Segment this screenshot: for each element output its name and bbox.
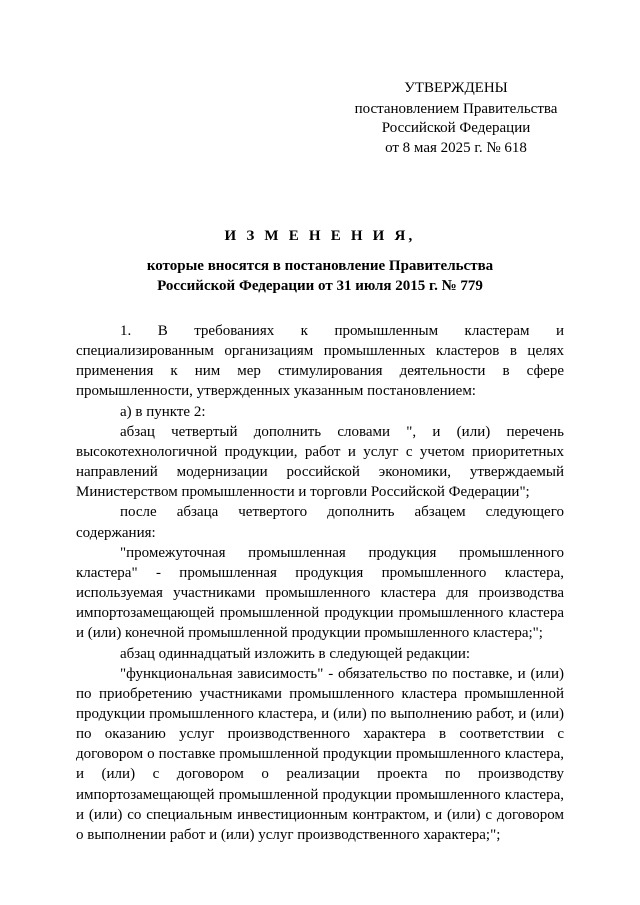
paragraph-5: "промежуточная промышленная продукция промышленного кластера" - промышленная продукция промышленного кластера, используемая участниками промышленного кластера для производства импортозамещающей промышленной продукции промышленного кластера и (или) конечной промышленной продукции промышленного кластера;"; <box>76 544 564 642</box>
document-heading <box>76 226 564 296</box>
subtitle-line-1: которые вносятся в постановление Правительства <box>146 258 494 274</box>
approval-line-3: от 8 мая 2025 г. № 618 <box>385 139 527 156</box>
paragraph-7: "функциональная зависимость" - обязательство по поставке, и (или) по приобретению участниками промышленного кластера промышленной продукции промышленного кластера, и (или) по выполнению работ, и (или) по оказанию услуг производственного характера в соответствии с договором о поставке промышленной продукции промышленного кластера, и (или) с договором о реализации проекта по производству импортозамещающей промышленной продукции промышленного кластера, и (или) со специальным инвестиционным контрактом, и (или) с договором о выполнении работ и (или) услуг производственного характера;"; <box>76 665 564 843</box>
paragraph-3: абзац четвертый дополнить словами ", и (или) перечень высокотехнологичной продукции, работ и услуг с учетом приоритетных направлений модернизации российской экономики, утверждаемый Министерством промышленности и торговли Российской Федерации"; <box>76 423 564 501</box>
paragraph-4: после абзаца четвертого дополнить абзацем следующего содержания: <box>76 504 564 541</box>
subtitle-line-2: Российской Федерации от 31 июля 2015 г. № 779 <box>157 278 483 294</box>
document-title: И З М Е Н Е Н И Я, <box>224 228 416 244</box>
approval-line-2: Российской Федерации <box>381 120 531 136</box>
document-body <box>76 321 564 845</box>
document-subtitle <box>76 256 564 296</box>
approval-title: УТВЕРЖДЕНЫ <box>404 80 508 96</box>
approval-line-1: постановлением Правительства <box>354 100 558 117</box>
paragraph-2: а) в пункте 2: <box>120 403 206 420</box>
paragraph-1: 1. В требованиях к промышленным кластерам и специализированным организациям промышленных кластеров в целях применения к ним мер стимулирования деятельности в сфере промышленности, утвержденных указанным постановлением: <box>76 323 564 400</box>
paragraph-6: абзац одиннадцатый изложить в следующей редакции: <box>120 645 471 662</box>
approval-stamp <box>340 79 572 158</box>
